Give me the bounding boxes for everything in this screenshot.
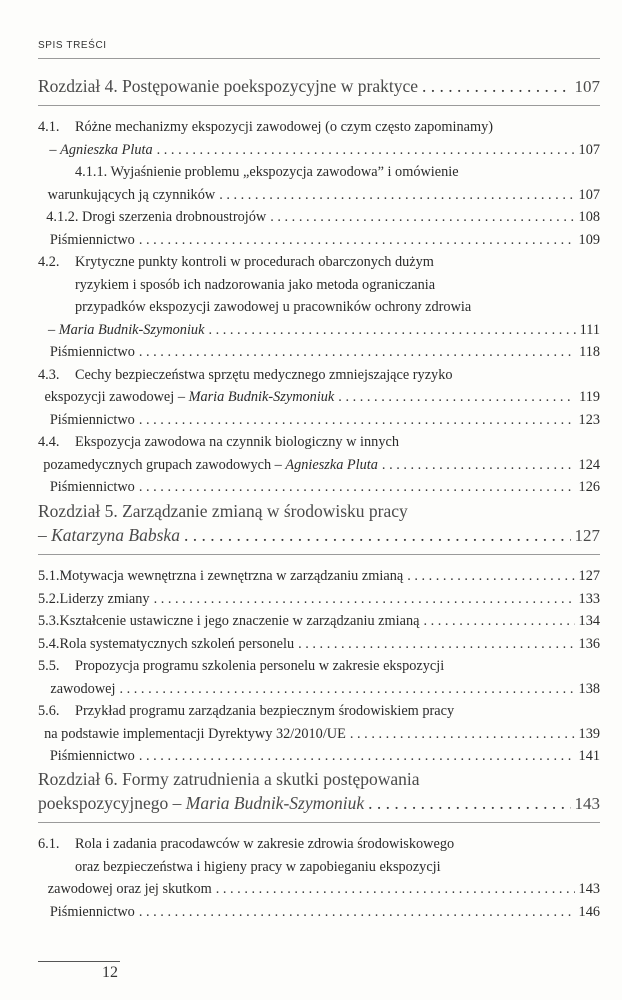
section-number: 5.1. xyxy=(38,568,60,584)
entry-text: poekspozycyjnego – xyxy=(38,793,186,813)
page-ref: 139 xyxy=(578,725,600,742)
section-number: 5.4. xyxy=(38,635,60,652)
entry-title xyxy=(75,658,444,675)
dot-leader xyxy=(423,613,574,630)
entry-title xyxy=(49,142,152,159)
toc-entry-line xyxy=(38,591,600,608)
entry-title xyxy=(50,748,135,765)
page-ref: 107 xyxy=(578,186,600,203)
entry-author: Agnieszka Pluta xyxy=(285,456,378,473)
section-number: 4.4. xyxy=(38,434,60,450)
toc-entry-line xyxy=(38,748,600,765)
entry-text: Piśmiennictwo xyxy=(49,748,135,764)
entry-text: Rozdział 4. Postępowanie poekspozycyjne w praktyce xyxy=(38,76,419,96)
entry-title xyxy=(38,769,420,790)
dot-leader xyxy=(338,389,575,406)
section-number: 6.1. xyxy=(38,836,60,852)
page-ref: 124 xyxy=(578,456,600,473)
page-ref: 107 xyxy=(578,141,600,158)
entry-text: Rozdział 5. Zarządzanie zmianą w środowisku pracy xyxy=(38,501,408,521)
section-number: 5.6. xyxy=(38,703,60,719)
page-ref: 107 xyxy=(574,77,600,96)
page-ref: 134 xyxy=(578,613,600,629)
entry-text: 4.1.1. Wyjaśnienie problemu „ekspozycja zawodowa” i omówienie xyxy=(75,164,459,180)
dot-leader xyxy=(139,748,575,765)
entry-title xyxy=(75,434,399,451)
dot-leader xyxy=(422,76,570,97)
entry-title xyxy=(59,636,294,653)
toc-entry-line xyxy=(38,859,600,876)
running-head: SPIS TREŚCI xyxy=(38,40,107,51)
entry-title xyxy=(75,836,454,853)
page-ref: 127 xyxy=(578,568,600,584)
dot-leader xyxy=(157,142,575,159)
entry-text: Kształcenie ustawiczne i jego znaczenie w zarządzaniu zmianą xyxy=(59,613,420,629)
entry-text: Piśmiennictwo xyxy=(49,344,135,360)
toc-entry-line xyxy=(38,232,600,249)
entry-text: Piśmiennictwo xyxy=(49,231,135,248)
entry-text: Cechy bezpieczeństwa sprzętu medycznego zmniejszające ryzyko xyxy=(75,366,453,383)
section-number: 5.5. xyxy=(38,658,60,674)
entry-text: oraz bezpieczeństwa i higieny pracy w zapobieganiu ekspozycji xyxy=(75,858,441,875)
entry-author: Maria Budnik-Szymoniuk xyxy=(185,793,365,813)
entry-title xyxy=(75,299,471,316)
chapter-title-line xyxy=(38,501,600,522)
toc-entry-line xyxy=(38,457,600,474)
entry-title xyxy=(50,681,115,698)
entry-title xyxy=(50,479,135,496)
entry-title xyxy=(43,457,378,474)
entry-text: Propozycja programu szkolenia personelu w zakresie ekspozycji xyxy=(75,658,445,674)
section-number: 4.2. xyxy=(38,254,60,270)
dot-leader xyxy=(270,209,574,226)
entry-title xyxy=(48,187,216,204)
toc-entry-line xyxy=(38,277,600,294)
chapter-rule xyxy=(38,822,600,823)
toc-entry-line xyxy=(38,726,600,743)
entry-text: Różne mechanizmy ekspozycji zawodowej (o czym często zapominamy) xyxy=(75,119,494,135)
author-dash: – xyxy=(38,525,52,545)
entry-author: Agnieszka Pluta xyxy=(60,141,153,158)
toc-entry-line xyxy=(38,119,600,136)
entry-text: Rola i zadania pracodawców w zakresie zdrowia środowiskowego xyxy=(75,836,455,852)
author-dash: – xyxy=(47,321,59,338)
entry-text: Piśmiennictwo xyxy=(49,479,135,495)
entry-title xyxy=(48,322,204,339)
entry-title xyxy=(75,859,441,876)
entry-text: warunkujących ją czynników xyxy=(47,186,216,203)
section-number: 5.2. xyxy=(38,590,60,607)
toc-entry-line xyxy=(38,568,600,585)
entry-title xyxy=(50,412,135,429)
page-number: 12 xyxy=(102,964,118,981)
entry-author: Maria Budnik-Szymoniuk xyxy=(58,321,205,338)
dot-leader xyxy=(216,881,575,898)
entry-text: pozamedycznych grupach zawodowych – xyxy=(43,456,286,473)
dot-leader xyxy=(368,793,570,814)
page-ref: 143 xyxy=(574,794,600,813)
entry-text: Przykład programu zarządzania bezpiecznym środowiskiem pracy xyxy=(75,703,455,719)
page-ref: 111 xyxy=(579,321,600,338)
toc-entry-line xyxy=(38,322,600,339)
toc-entry-line xyxy=(38,254,600,271)
dot-leader xyxy=(139,344,575,361)
entry-text: Liderzy zmiany xyxy=(59,590,150,607)
page-ref: 123 xyxy=(578,411,600,428)
toc-entry-line xyxy=(38,479,600,496)
toc-entry-line xyxy=(38,613,600,630)
entry-text: przypadków ekspozycji zawodowej u pracowników ochrony zdrowia xyxy=(75,299,472,315)
chapter-rule xyxy=(38,105,600,106)
entry-title xyxy=(44,726,346,743)
page-ref: 141 xyxy=(578,748,600,764)
toc-entry-line xyxy=(38,164,600,181)
page-ref: 136 xyxy=(578,635,600,652)
entry-title xyxy=(50,232,135,249)
dot-leader xyxy=(139,232,575,249)
entry-title xyxy=(48,881,212,898)
dot-leader xyxy=(382,457,575,474)
page-ref: 146 xyxy=(578,903,600,920)
toc-page xyxy=(38,0,600,1000)
entry-title xyxy=(50,344,135,361)
entry-author: Katarzyna Babska xyxy=(51,525,180,545)
toc-entry-line xyxy=(38,881,600,898)
page-ref: 143 xyxy=(578,881,600,897)
entry-text: zawodowej xyxy=(50,680,116,697)
toc-entry-line xyxy=(38,412,600,429)
entry-title xyxy=(46,209,266,226)
entry-text: Rozdział 6. Formy zatrudnienia a skutki postępowania xyxy=(38,769,420,789)
entry-title xyxy=(75,703,454,720)
entry-title xyxy=(44,389,334,406)
toc-entry-line xyxy=(38,681,600,698)
toc-entry-line xyxy=(38,434,600,451)
entry-text: Krytyczne punkty kontroli w procedurach obarczonych dużym xyxy=(75,254,434,270)
chapter-rule xyxy=(38,554,600,555)
section-number: 5.3. xyxy=(38,613,60,629)
toc-entry-line xyxy=(38,299,600,316)
dot-leader xyxy=(407,568,574,585)
section-number: 4.1. xyxy=(38,119,60,135)
toc-entry-line xyxy=(38,367,600,384)
toc-entry-line xyxy=(38,658,600,675)
page-ref: 127 xyxy=(574,526,600,545)
entry-author: Maria Budnik-Szymoniuk xyxy=(188,389,335,405)
toc-entry-line xyxy=(38,209,600,226)
toc-entry-line xyxy=(38,836,600,853)
entry-title xyxy=(38,525,180,546)
entry-text: Rola systematycznych szkoleń personelu xyxy=(59,635,295,652)
dot-leader xyxy=(139,412,575,429)
dot-leader xyxy=(154,591,575,608)
entry-text: Piśmiennictwo xyxy=(49,411,135,428)
entry-text: Piśmiennictwo xyxy=(49,903,135,920)
toc-entry-line xyxy=(38,389,600,406)
entry-title xyxy=(38,793,364,814)
author-dash: – xyxy=(49,141,61,158)
entry-text: 4.1.2. Drogi szerzenia drobnoustrojów xyxy=(46,209,267,225)
entry-text: Motywacja wewnętrzna i zewnętrzna w zarządzaniu zmianą xyxy=(59,568,404,584)
entry-text: Ekspozycja zawodowa na czynnik biologiczny w innych xyxy=(75,434,399,450)
toc-entry-line xyxy=(38,142,600,159)
entry-title xyxy=(75,254,434,271)
page-ref: 119 xyxy=(579,389,600,405)
entry-title xyxy=(38,76,418,97)
dot-leader xyxy=(298,636,574,653)
chapter-title-line xyxy=(38,76,600,97)
footer-rule xyxy=(38,961,120,962)
page-ref: 118 xyxy=(579,344,600,360)
page-ref: 138 xyxy=(578,680,600,697)
chapter-title-line xyxy=(38,525,600,546)
entry-text: na podstawie implementacji Dyrektywy 32/2010/UE xyxy=(44,725,346,742)
entry-text: zawodowej oraz jej skutkom xyxy=(47,881,212,897)
toc-entry-line xyxy=(38,344,600,361)
entry-title xyxy=(59,568,403,585)
entry-text: ryzykiem i sposób ich nadzorowania jako metoda ograniczania xyxy=(75,276,436,293)
header-rule xyxy=(38,58,600,59)
page-ref: 109 xyxy=(578,231,600,248)
entry-title xyxy=(75,119,493,136)
entry-title xyxy=(38,501,408,522)
dot-leader xyxy=(184,525,571,546)
page-ref: 126 xyxy=(578,479,600,495)
entry-title xyxy=(75,367,453,384)
entry-text: ekspozycji zawodowej – xyxy=(44,389,189,405)
entry-title xyxy=(50,904,135,921)
dot-leader xyxy=(139,479,575,496)
toc-entry-line xyxy=(38,904,600,921)
entry-title xyxy=(59,591,149,608)
entry-title xyxy=(75,277,435,294)
dot-leader xyxy=(219,187,574,204)
toc-entry-line xyxy=(38,703,600,720)
dot-leader xyxy=(208,322,575,339)
chapter-title-line xyxy=(38,793,600,814)
toc-entry-line xyxy=(38,187,600,204)
chapter-title-line xyxy=(38,769,600,790)
section-number: 4.3. xyxy=(38,366,60,383)
toc-entry-line xyxy=(38,636,600,653)
page-ref: 108 xyxy=(578,209,600,225)
page-ref: 133 xyxy=(578,590,600,607)
entry-title xyxy=(75,164,459,181)
entry-title xyxy=(59,613,419,630)
dot-leader xyxy=(139,904,575,921)
dot-leader xyxy=(350,726,575,743)
dot-leader xyxy=(119,681,574,698)
